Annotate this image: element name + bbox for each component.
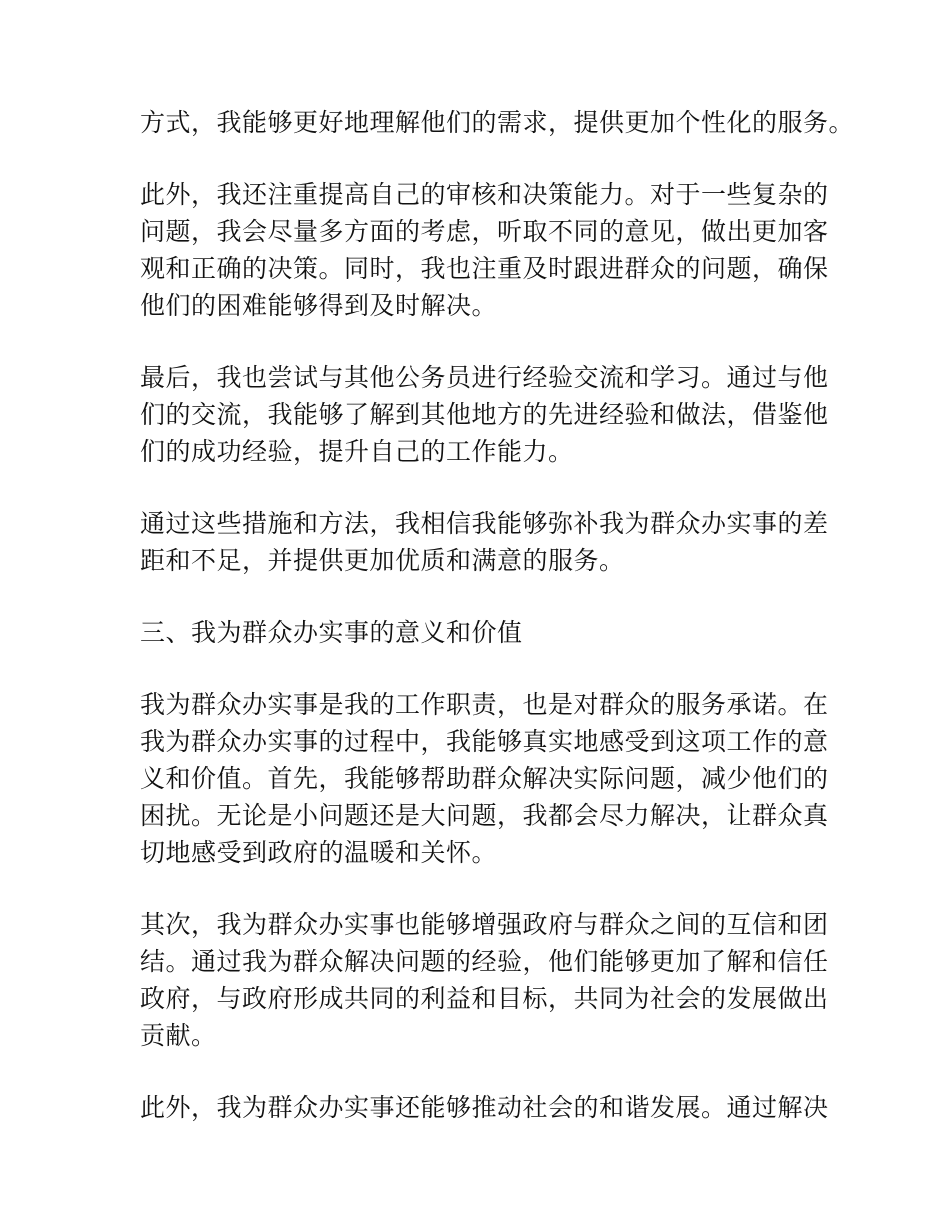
text-line: 我为群众办实事的过程中，我能够真实地感受到这项工作的意 (140, 727, 829, 756)
text-line: 方式，我能够更好地理解他们的需求，提供更加个性化的服务。 (140, 108, 855, 137)
paragraph (140, 686, 829, 871)
text-line: 政府，与政府形成共同的利益和目标，共同为社会的发展做出 (140, 984, 829, 1013)
text-line: 其次，我为群众办实事也能够增强政府与群众之间的互信和团 (140, 910, 829, 939)
text-line: 通过这些措施和方法，我相信我能够弥补我为群众办实事的差 (140, 509, 829, 538)
text-line: 距和不足，并提供更加优质和满意的服务。 (140, 546, 625, 575)
text-line: 们的成功经验，提升自己的工作能力。 (140, 437, 574, 466)
heading-line: 三、我为群众办实事的意义和价值 (140, 618, 523, 647)
text-line: 切地感受到政府的温暖和关怀。 (140, 838, 498, 867)
document-body (140, 104, 855, 1161)
paragraph (140, 1089, 829, 1126)
text-line: 结。通过我为群众解决问题的经验，他们能够更加了解和信任 (140, 947, 829, 976)
text-line: 我为群众办实事是我的工作职责，也是对群众的服务承诺。在 (140, 690, 829, 719)
paragraph (140, 104, 855, 141)
text-line: 问题，我会尽量多方面的考虑，听取不同的意见，做出更加客 (140, 217, 829, 246)
paragraph (140, 359, 829, 470)
paragraph (140, 505, 829, 579)
text-line: 贡献。 (140, 1021, 217, 1050)
section-heading (140, 614, 820, 651)
text-line: 最后，我也尝试与其他公务员进行经验交流和学习。通过与他 (140, 363, 829, 392)
text-line: 观和正确的决策。同时，我也注重及时跟进群众的问题，确保 (140, 254, 829, 283)
text-line: 此外，我为群众办实事还能够推动社会的和谐发展。通过解决 (140, 1093, 829, 1122)
text-line: 他们的困难能够得到及时解决。 (140, 291, 498, 320)
text-line: 此外，我还注重提高自己的审核和决策能力。对于一些复杂的 (140, 180, 829, 209)
paragraph (140, 906, 829, 1054)
paragraph (140, 176, 829, 324)
text-line: 困扰。无论是小问题还是大问题，我都会尽力解决，让群众真 (140, 801, 829, 830)
text-line: 们的交流，我能够了解到其他地方的先进经验和做法，借鉴他 (140, 400, 829, 429)
text-line: 义和价值。首先，我能够帮助群众解决实际问题，减少他们的 (140, 764, 829, 793)
